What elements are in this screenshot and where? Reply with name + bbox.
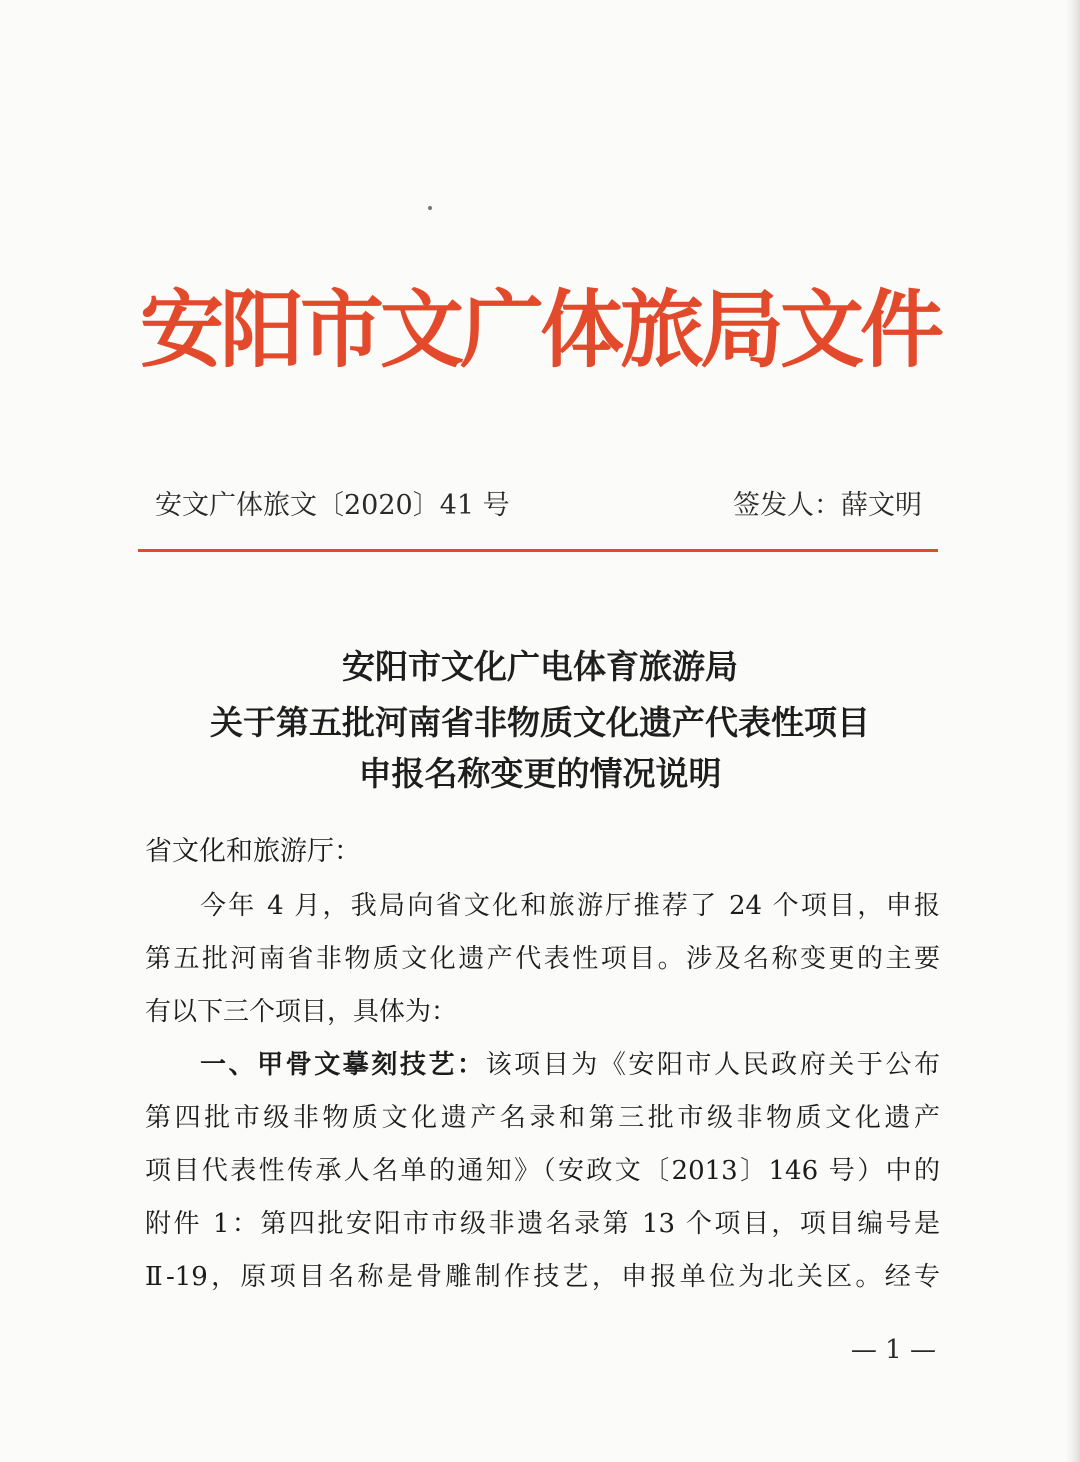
page-edge-shadow [1066, 0, 1080, 1462]
item-1-heading: 一、甲骨文摹刻技艺： [200, 1050, 486, 1080]
masthead-title: 安阳市文广体旅局文件 [139, 280, 940, 379]
title-line-2: 关于第五批河南省非物质文化遗产代表性项目 [210, 703, 870, 742]
item-1-line-4: 附件 1：第四批安阳市市级非遗名录第 13 个项目，项目编号是 [145, 1209, 940, 1239]
page-number: — 1 — [850, 1335, 936, 1365]
issuer-signature: 签发人：薛文明 [733, 490, 922, 521]
document-number: 安文广体旅文〔2020〕41 号 [155, 490, 510, 521]
paragraph-1-line-2: 第五批河南省非物质文化遗产代表性项目。涉及名称变更的主要 [145, 944, 940, 974]
scan-speck [428, 206, 432, 210]
paragraph-1-line-3: 有以下三个项目，具体为： [145, 997, 458, 1027]
item-1-first-line [200, 1045, 940, 1085]
red-divider [138, 549, 938, 552]
paragraph-1-line-1: 今年 4 月，我局向省文化和旅游厅推荐了 24 个项目，申报 [200, 891, 940, 921]
item-1-line-3: 项目代表性传承人名单的通知》（安政文〔2013〕146 号）中的 [145, 1156, 940, 1186]
salutation: 省文化和旅游厅： [145, 836, 361, 867]
item-1-line-5: Ⅱ-19，原项目名称是骨雕制作技艺，申报单位为北关区。经专 [145, 1262, 940, 1292]
title-line-3: 申报名称变更的情况说明 [358, 754, 722, 793]
item-1-first-line-text: 该项目为《安阳市人民政府关于公布 [485, 1050, 940, 1080]
item-1-line-2: 第四批市级非物质文化遗产名录和第三批市级非物质文化遗产 [145, 1103, 940, 1133]
title-line-1: 安阳市文化广电体育旅游局 [342, 647, 738, 686]
